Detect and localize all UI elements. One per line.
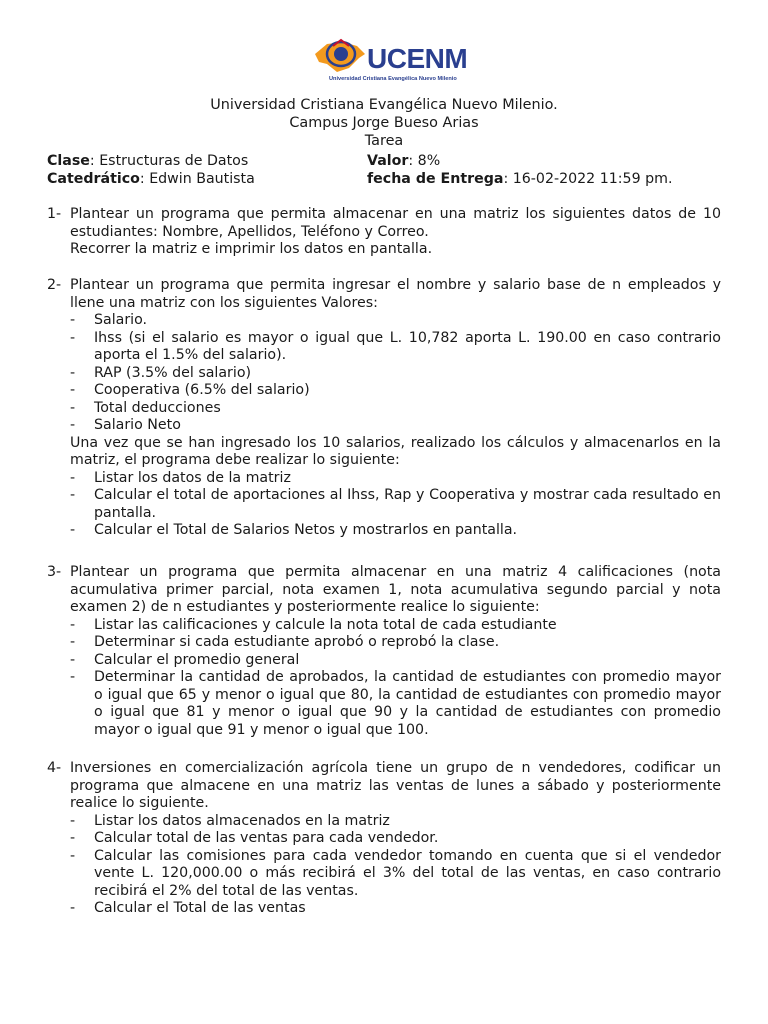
question-instruction: Recorrer la matriz e imprimir los datos en pantalla. bbox=[70, 241, 433, 257]
fecha-value: : 16-02-2022 11:59 pm. bbox=[503, 171, 673, 187]
question-2 bbox=[47, 277, 721, 540]
question-middle-text: Una vez que se han ingresado los 10 salarios, realizado los cálculos y almacenarlos en la matriz, el programa debe realizar lo siguiente: bbox=[70, 434, 721, 468]
valor-label: Valor bbox=[367, 153, 409, 169]
question-1 bbox=[47, 206, 721, 259]
logo-emblem-icon bbox=[313, 38, 373, 78]
question-number: 2- bbox=[47, 277, 62, 293]
list-item: - Calcular el Total de Salarios Netos y mostrarlos en pantalla. bbox=[70, 522, 518, 538]
valor-field bbox=[367, 152, 440, 170]
question-intro: Plantear un programa que permita almacenar en una matriz los siguientes datos de 10 estudiantes: Nombre, Apellidos, Teléfono y Correo. bbox=[70, 206, 721, 240]
list-item: - Ihss (si el salario es mayor o igual que L. 10,782 aporta L. 190.00 en caso contrario aporta el 1.5% del salario). bbox=[70, 329, 721, 363]
clase-field bbox=[47, 152, 248, 170]
logo-subtitle: Universidad Cristiana Evangélica Nuevo Milenio bbox=[329, 76, 457, 82]
list-item: - Calcular el promedio general bbox=[70, 651, 300, 668]
logo-wordmark: UCENM bbox=[367, 43, 468, 74]
question-3 bbox=[47, 564, 721, 739]
document-header bbox=[0, 96, 768, 150]
list-item: - Determinar la cantidad de aprobados, la cantidad de estudiantes con promedio mayor o igual que 65 y menor o igual que 80, la cantidad de estudiantes con promedio mayor o igual que 81 y menor o igual que 90 y la cantidad de estudiantes con promedio mayor o igual que 91 y menor o igual que 100. bbox=[70, 669, 721, 738]
university-logo bbox=[313, 38, 468, 86]
question-number: 4- bbox=[47, 760, 62, 776]
fecha-label: fecha de Entrega bbox=[367, 171, 504, 187]
clase-value: : Estructuras de Datos bbox=[89, 153, 249, 169]
meta-row-2 bbox=[47, 170, 727, 188]
list-item: - Cooperativa (6.5% del salario) bbox=[70, 382, 310, 398]
list-item: - Total deducciones bbox=[70, 399, 221, 416]
document-type: Tarea bbox=[364, 133, 404, 149]
question-intro: Inversiones en comercialización agrícola tiene un grupo de n vendedores, codificar un programa que almacene en una matriz las ventas de lunes a sábado y posteriormente realice lo siguiente. bbox=[70, 760, 721, 811]
campus-name: Campus Jorge Bueso Arias bbox=[289, 115, 479, 131]
valor-value: : 8% bbox=[408, 153, 441, 169]
clase-label: Clase bbox=[47, 153, 90, 169]
fecha-field bbox=[367, 170, 672, 188]
list-item: - Calcular las comisiones para cada vendedor tomando en cuenta que si el vendedor vente L. 120,000.00 o más recibirá el 3% del total de las ventas, en caso contrario recibirá el 2% del total de las ventas. bbox=[70, 847, 721, 899]
list-item: - Calcular el total de aportaciones al Ihss, Rap y Cooperativa y mostrar cada resultado en pantalla. bbox=[70, 487, 721, 521]
university-name: Universidad Cristiana Evangélica Nuevo Milenio. bbox=[210, 97, 558, 113]
question-4 bbox=[47, 760, 721, 918]
catedratico-field bbox=[47, 170, 255, 188]
list-item: - Calcular total de las ventas para cada vendedor. bbox=[70, 830, 439, 846]
catedratico-value: : Edwin Bautista bbox=[139, 171, 255, 187]
question-intro: Plantear un programa que permita almacenar en una matriz 4 calificaciones (nota acumulativa primer parcial, nota examen 1, nota acumulativa segundo parcial y nota examen 2) de n estudiantes y posteriormente realice lo siguiente: bbox=[70, 564, 721, 615]
list-item: - Listar los datos de la matriz bbox=[70, 469, 291, 486]
list-item: - Determinar si cada estudiante aprobó o reprobó la clase. bbox=[70, 634, 500, 650]
list-item: - RAP (3.5% del salario) bbox=[70, 364, 252, 381]
list-item: - Salario Neto bbox=[70, 417, 181, 433]
list-item: - Calcular el Total de las ventas bbox=[70, 900, 306, 916]
question-number: 1- bbox=[47, 206, 62, 222]
assignment-meta bbox=[47, 152, 727, 188]
list-item: - Listar los datos almacenados en la matriz bbox=[70, 812, 390, 829]
question-intro: Plantear un programa que permita ingresar el nombre y salario base de n empleados y llene una matriz con los siguientes Valores: bbox=[70, 277, 721, 311]
list-item: - Salario. bbox=[70, 312, 148, 328]
meta-row-1 bbox=[47, 152, 727, 170]
catedratico-label: Catedrático bbox=[47, 171, 140, 187]
list-item: - Listar las calificaciones y calcule la nota total de cada estudiante bbox=[70, 616, 557, 633]
question-number: 3- bbox=[47, 564, 62, 580]
